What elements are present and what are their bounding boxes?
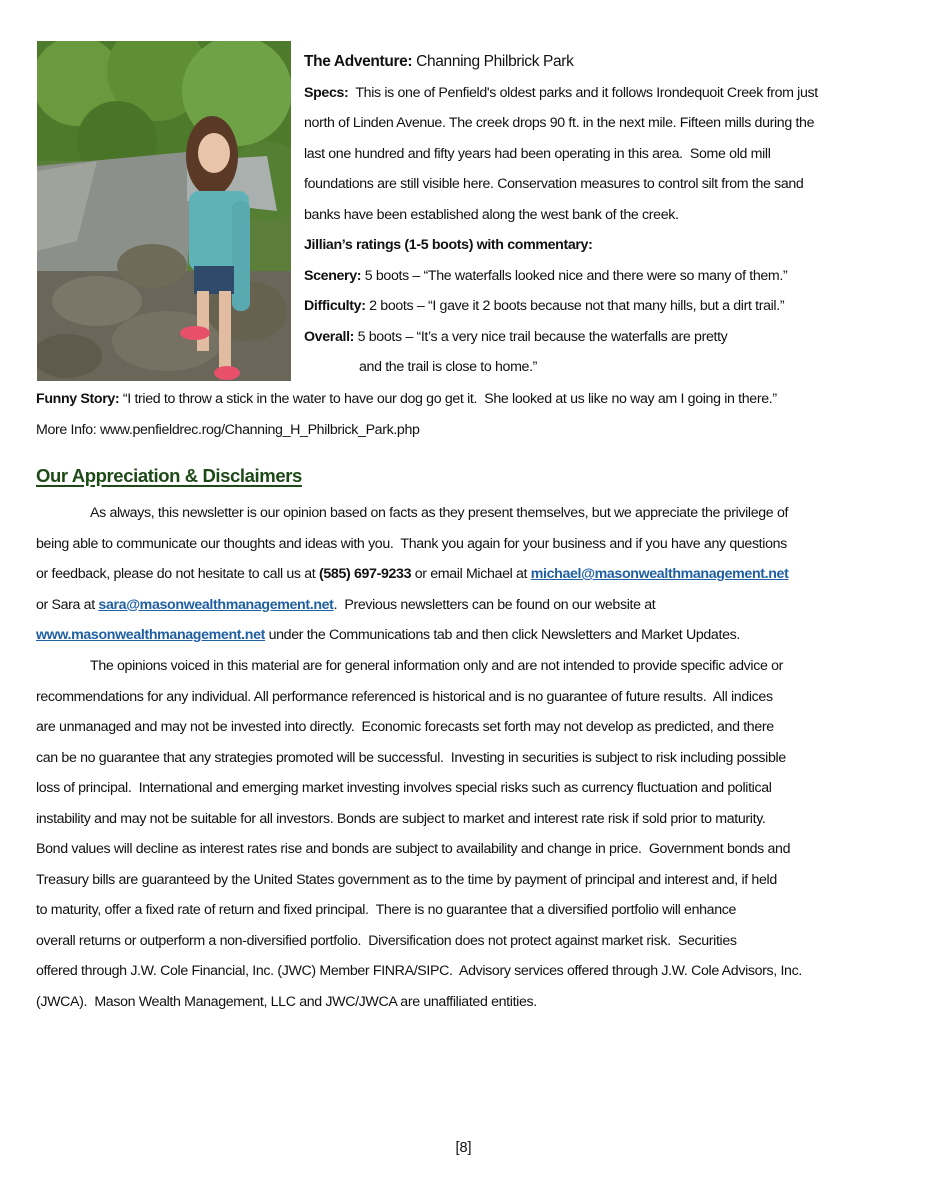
rating-overall: Overall: 5 boots – “It’s a very nice trail because the waterfalls are pretty — [304, 328, 728, 345]
paragraph-line: instability and may not be suitable for all investors. Bonds are subject to market and interest rate risk if sold prior to maturity. — [36, 810, 766, 827]
paragraph-line: can be no guarantee that any strategies promoted will be successful. Investing in securities is subject to risk including possible — [36, 749, 786, 766]
section-heading: Our Appreciation & Disclaimers — [36, 465, 302, 486]
paragraph-line: being able to communicate our thoughts and ideas with you. Thank you again for your business and if you have any questions — [36, 535, 787, 552]
email-michael-link[interactable]: michael@masonwealthmanagement.net — [530, 566, 789, 582]
funny-story: Funny Story: “I tried to throw a stick in the water to have our dog go get it. She looked at us like no way am I going in there.” — [36, 391, 777, 407]
specs-line: banks have been established along the west bank of the creek. — [304, 206, 679, 223]
paragraph-line: Bond values will decline as interest rates rise and bonds are subject to availability and change in price. Government bonds and — [36, 841, 791, 857]
rating-overall-continuation: and the trail is close to home.” — [359, 359, 538, 375]
specs-line: last one hundred and fifty years had been operating in this area. Some old mill — [304, 145, 771, 162]
photo-image-icon — [37, 41, 291, 381]
adventure-title: The Adventure: Channing Philbrick Park — [304, 53, 574, 70]
email-sara-link[interactable]: sara@masonwealthmanagement.net — [98, 596, 334, 613]
paragraph-line: The opinions voiced in this material are for general information only and are not intended to provide specific advice or — [90, 658, 784, 674]
phone-number: (585) 697-9233 — [319, 566, 412, 582]
rating-difficulty: Difficulty: 2 boots – “I gave it 2 boots because not that many hills, but a dirt trail.” — [304, 298, 785, 314]
paragraph-line: loss of principal. International and emerging market investing involves special risks such as currency fluctuation and political — [36, 780, 772, 796]
park-photo — [37, 41, 291, 381]
paragraph-line: or Sara at sara@masonwealthmanagement.net. Previous newsletters can be found on our website at — [36, 596, 656, 613]
ratings-heading: Jillian’s ratings (1-5 boots) with commentary: — [304, 237, 593, 253]
paragraph-line: Treasury bills are guaranteed by the United States government as to the time by payment of principal and interest and, if held — [36, 871, 777, 888]
website-link[interactable]: www.masonwealthmanagement.net — [36, 627, 265, 643]
paragraph-line: are unmanaged and may not be invested into directly. Economic forecasts set forth may not develop as predicted, and there — [36, 719, 774, 735]
paragraph-line: overall returns or outperform a non-diversified portfolio. Diversification does not protect against market risk. Securities — [36, 932, 737, 949]
adventure-section — [304, 47, 904, 383]
paragraph-line: www.masonwealthmanagement.net under the Communications tab and then click Newsletters and Market Updates. — [36, 627, 740, 643]
paragraph-line: recommendations for any individual. All performance referenced is historical and is no guarantee of future results. All indices — [36, 688, 773, 705]
paragraph-line: (JWCA). Mason Wealth Management, LLC and JWC/JWCA are unaffiliated entities. — [36, 993, 537, 1010]
paragraph-line: or feedback, please do not hesitate to call us at (585) 697-9233 or email Michael at michael@masonwealthmanagement.net — [36, 566, 789, 582]
paragraph-line: offered through J.W. Cole Financial, Inc. (JWC) Member FINRA/SIPC. Advisory services offered through J.W. Cole Advisors, Inc. — [36, 963, 802, 979]
specs-line: Specs: This is one of Penfield's oldest parks and it follows Irondequoit Creek from just — [304, 84, 818, 101]
paragraph-line: As always, this newsletter is our opinion based on facts as they present themselves, but we appreciate the privilege of — [90, 505, 789, 521]
specs-line: foundations are still visible here. Conservation measures to control silt from the sand — [304, 176, 804, 192]
appreciation-paragraph — [36, 498, 906, 651]
specs-line: north of Linden Avenue. The creek drops 90 ft. in the next mile. Fifteen mills during the — [304, 115, 815, 131]
page-number: [8] — [455, 1140, 472, 1156]
more-info: More Info: www.penfieldrec.rog/Channing_H_Philbrick_Park.php — [36, 422, 420, 438]
disclaimer-paragraph — [36, 651, 906, 1017]
paragraph-line: to maturity, offer a fixed rate of return and fixed principal. There is no guarantee that a diversified portfolio will enhance — [36, 902, 737, 918]
rating-scenery: Scenery: 5 boots – “The waterfalls looked nice and there were so many of them.” — [304, 267, 788, 284]
